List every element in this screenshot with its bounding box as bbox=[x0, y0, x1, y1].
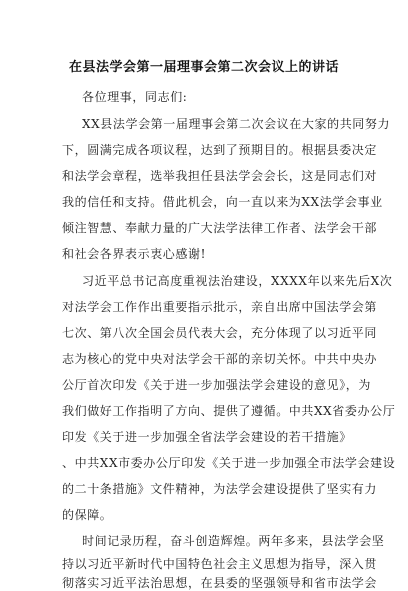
paragraph-line: 下，圆满完成各项议程，达到了预期目的。根据县委决定 bbox=[62, 143, 378, 157]
document-title: 在县法学会第一届理事会第二次会议上的讲话 bbox=[68, 60, 339, 75]
paragraph-line: 和法学会章程，选举我担任县法学会会长，这是同志们对 bbox=[62, 169, 378, 183]
paragraph-line: 对法学会工作作出重要指示批示，亲自出席中国法学会第 bbox=[62, 300, 378, 314]
paragraph-line: 持以习近平新时代中国特色社会主义思想为指导，深入贯 bbox=[62, 557, 378, 571]
salutation: 各位理事，同志们: bbox=[82, 90, 188, 104]
paragraph-line: XX县法学会第一届理事会第二次会议在大家的共同努力 bbox=[82, 117, 391, 131]
paragraph-line: 、中共XX市委办公厅印发《关于进一步加强全市法学会建设 bbox=[62, 456, 396, 470]
paragraph-line: 彻落实习近平法治思想，在县委的坚强领导和省市法学会 bbox=[62, 576, 378, 590]
paragraph-line: 和社会各界表示衷心感谢! bbox=[62, 247, 207, 261]
paragraph-line: 习近平总书记高度重视法治建设，XXXX年以来先后X次 bbox=[82, 274, 393, 288]
paragraph-line: 印发《关于进一步加强全省法学会建设的若干措施》 bbox=[62, 430, 352, 444]
paragraph-line: 的二十条措施》文件精神，为法学会建设提供了坚实有力 bbox=[62, 482, 378, 496]
paragraph-line: 倾注智慧、奉献力量的广大法学法律工作者、法学会干部 bbox=[62, 221, 378, 235]
paragraph-line: 志为核心的党中央对法学会干部的亲切关怀。中共中央办 bbox=[62, 352, 378, 366]
paragraph-line: 公厅首次印发《关于进一步加强法学会建设的意见》，为 bbox=[62, 378, 372, 392]
paragraph-line: 我的信任和支持。借此机会，向一直以来为XX法学会事业 bbox=[62, 195, 383, 209]
paragraph-line: 七次、第八次全国会员代表大会，充分体现了以习近平同 bbox=[62, 326, 378, 340]
paragraph-line: 时间记录历程，奋斗创造辉煌。两年多来，县法学会坚 bbox=[82, 534, 385, 548]
paragraph-line: 的保障。 bbox=[62, 508, 113, 522]
paragraph-line: 我们做好工作指明了方向、提供了遵循。中共XX省委办公厅 bbox=[62, 404, 396, 418]
